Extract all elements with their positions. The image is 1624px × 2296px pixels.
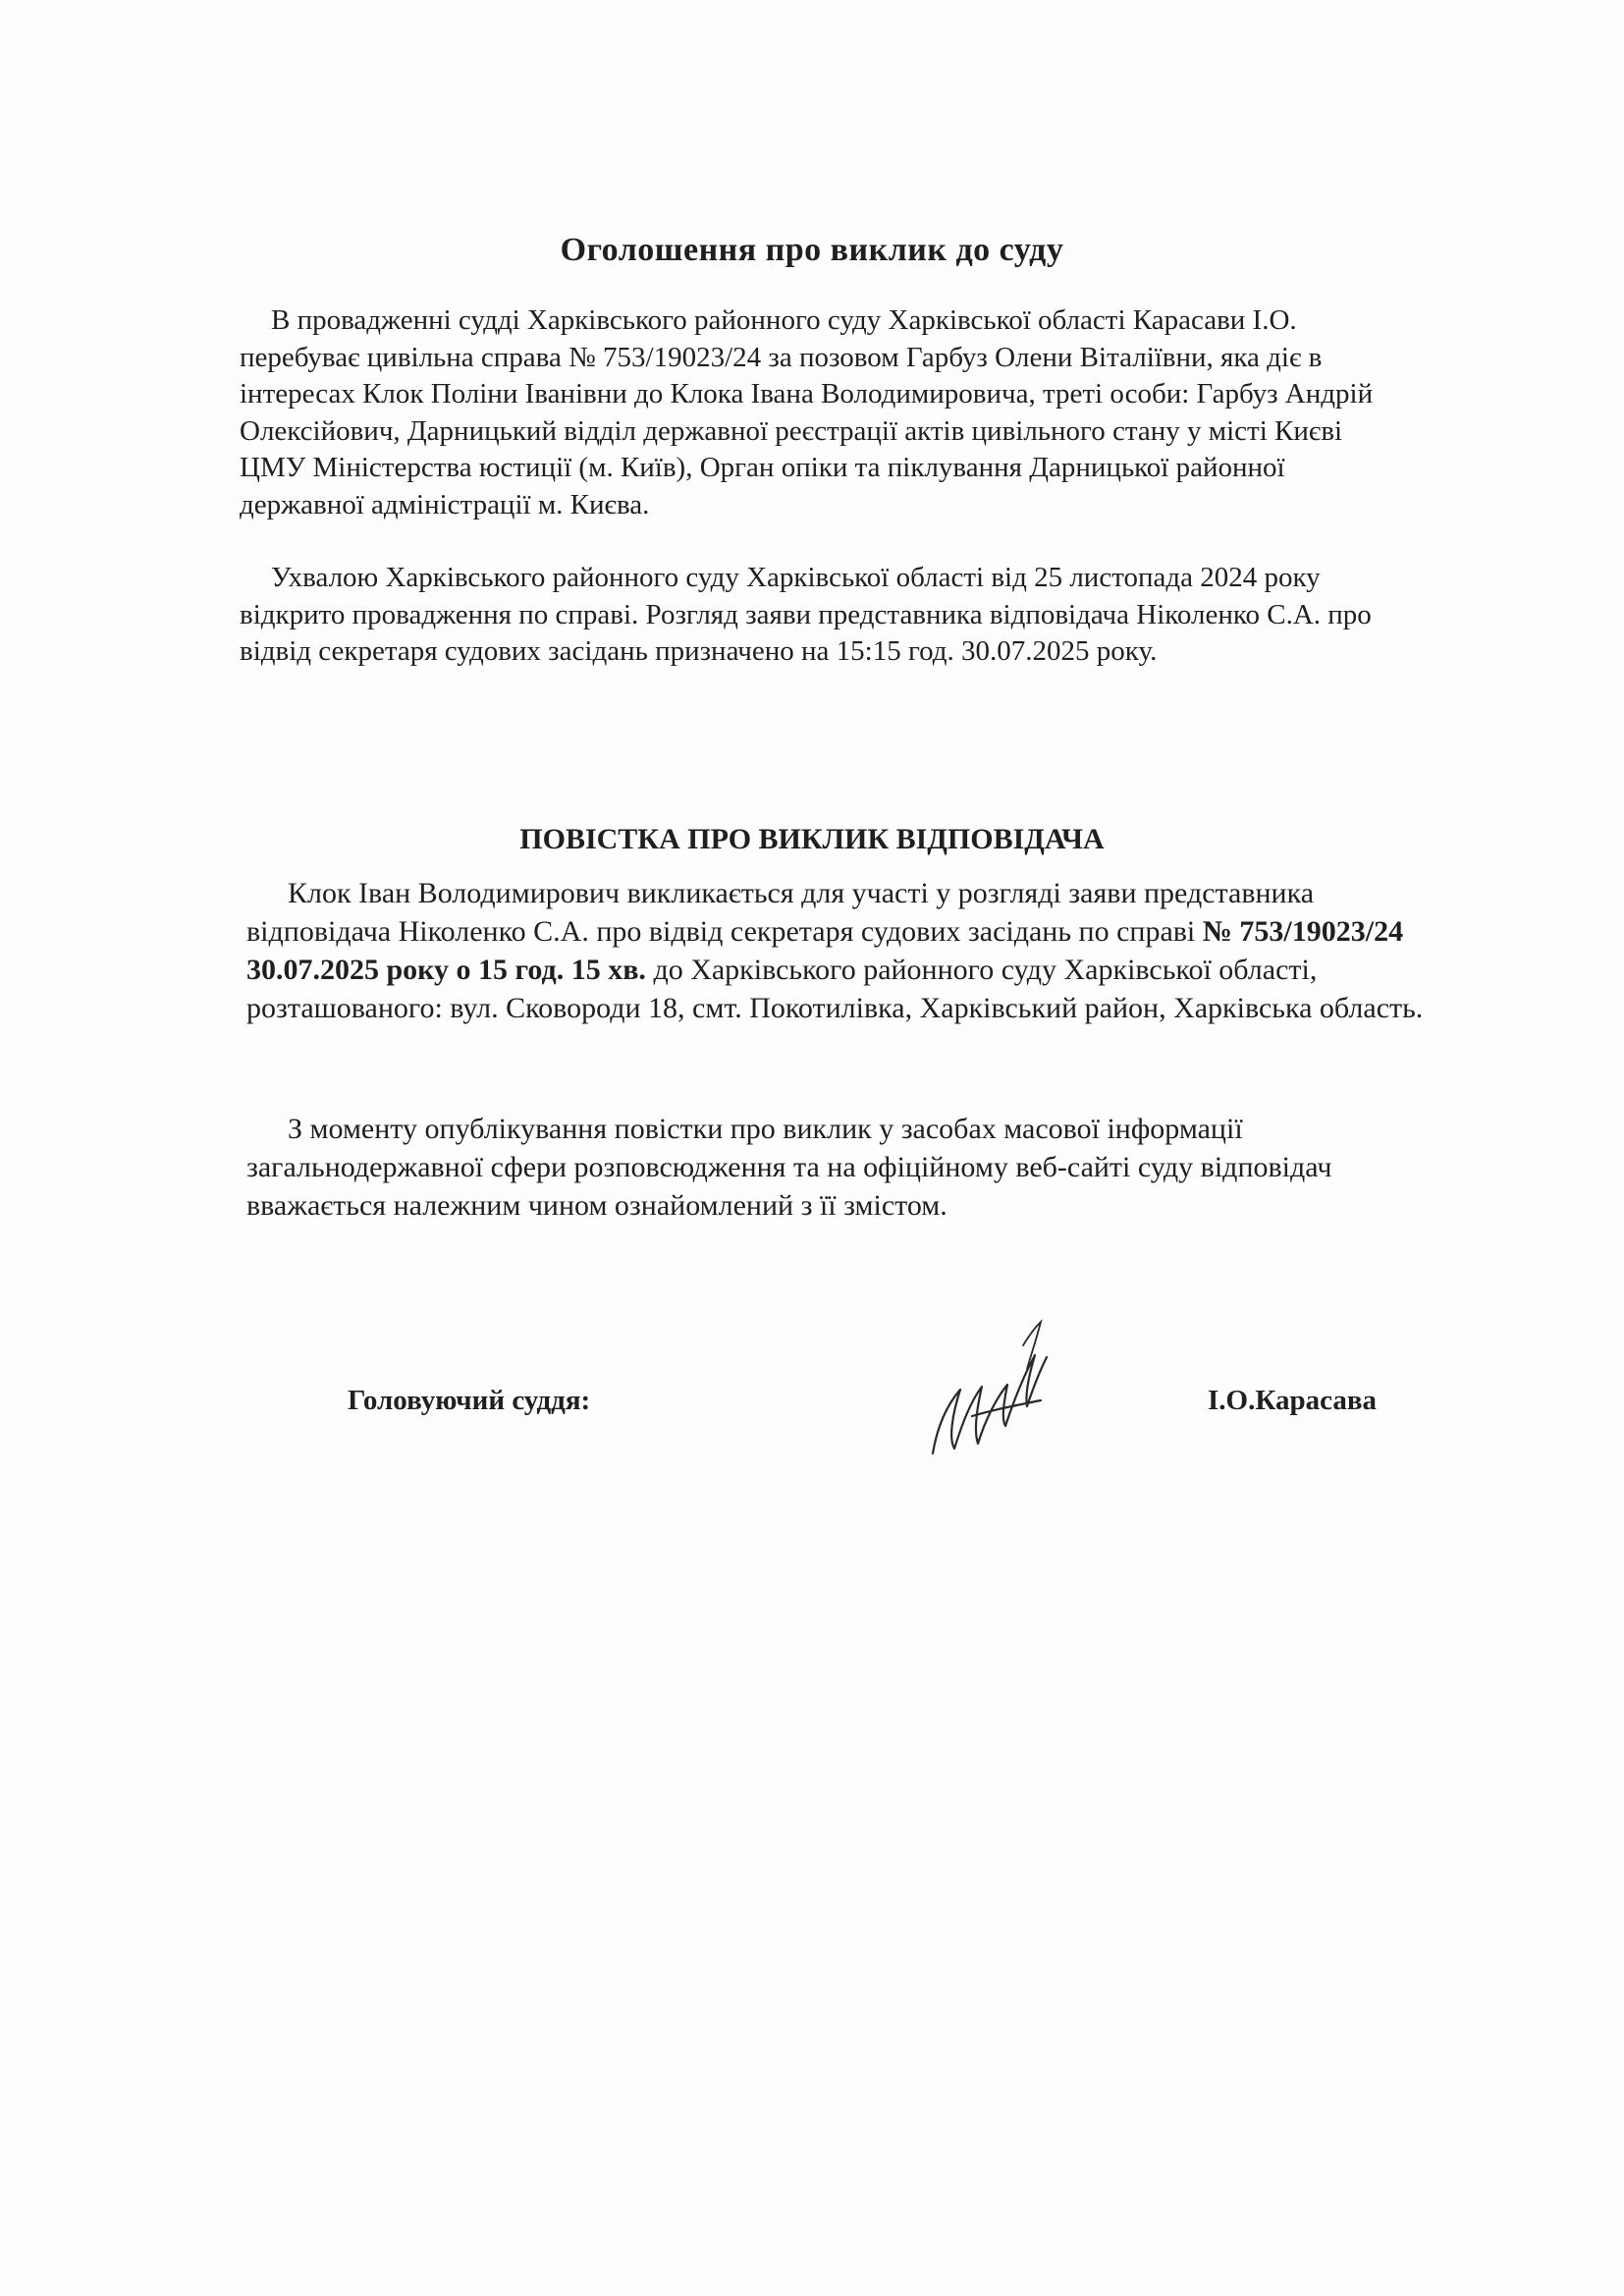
text-line: Ухвалою Харківського районного суду Харківської області від 25 листопада 2024 року bbox=[271, 562, 1321, 593]
text-segment: до Харківського районного суду Харківської області, bbox=[645, 954, 1318, 986]
text-line: відкрито провадження по справі. Розгляд заяви представника відповідача Ніколенко С.А. про bbox=[240, 598, 1372, 630]
text-line bbox=[246, 912, 1423, 951]
text-line: перебуває цивільна справа № 753/19023/24 за позовом Гарбуз Олени Віталіївни, яка діє в bbox=[240, 341, 1323, 373]
signature-label: Головуючий суддя: bbox=[348, 1385, 591, 1416]
announcement-title: Оголошення про виклик до суду bbox=[560, 232, 1064, 268]
hearing-datetime: 30.07.2025 року о 15 год. 15 хв. bbox=[246, 954, 646, 986]
text-line: З моменту опублікування повістки про виклик у засобах масової інформації bbox=[288, 1113, 1243, 1145]
summons-paragraph bbox=[246, 874, 1423, 1027]
text-line: В провадженні судді Харківського районного суду Харківської області Карасави І.О. bbox=[271, 304, 1297, 336]
text-line: державної адміністрації м. Києва. bbox=[240, 488, 650, 520]
announcement-paragraph-2 bbox=[240, 560, 1372, 671]
text-line: вважається належним чином ознайомлений з її змістом. bbox=[246, 1189, 947, 1222]
text-line: ЦМУ Міністерства юстиції (м. Київ), Орган опіки та піклування Дарницької районної bbox=[240, 452, 1285, 483]
text-line: інтересах Клок Поліни Іванівни до Клока Івана Володимировича, треті особи: Гарбуз Андрій bbox=[240, 378, 1374, 410]
judge-name: І.О.Карасава bbox=[1208, 1385, 1378, 1416]
text-line: Клок Іван Володимирович викликається для участі у розгляді заяви представника bbox=[288, 877, 1315, 909]
publication-notice bbox=[246, 1110, 1331, 1225]
text-line bbox=[246, 951, 1423, 989]
case-number: № 753/19023/24 bbox=[1202, 915, 1404, 948]
text-line: загальнодержавної сфери розповсюдження та на офіційному веб-сайті суду відповідач bbox=[246, 1151, 1332, 1183]
text-line: відвід секретаря судових засідань призначено на 15:15 год. 30.07.2025 року. bbox=[240, 635, 1158, 667]
text-segment: відповідача Ніколенко С.А. про відвід секретаря судових засідань по справі bbox=[246, 915, 1203, 948]
text-line: розташованого: вул. Сковороди 18, смт. Покотилівка, Харківський район, Харківська область. bbox=[246, 992, 1424, 1024]
text-line: Олексійович, Дарницький відділ державної реєстрації актів цивільного стану у місті Києві bbox=[240, 414, 1343, 447]
summons-title: ПОВІСТКА ПРО ВИКЛИК ВІДПОВІДАЧА bbox=[519, 823, 1105, 855]
announcement-paragraph-1 bbox=[240, 302, 1373, 523]
handwritten-signature bbox=[913, 1316, 1070, 1463]
